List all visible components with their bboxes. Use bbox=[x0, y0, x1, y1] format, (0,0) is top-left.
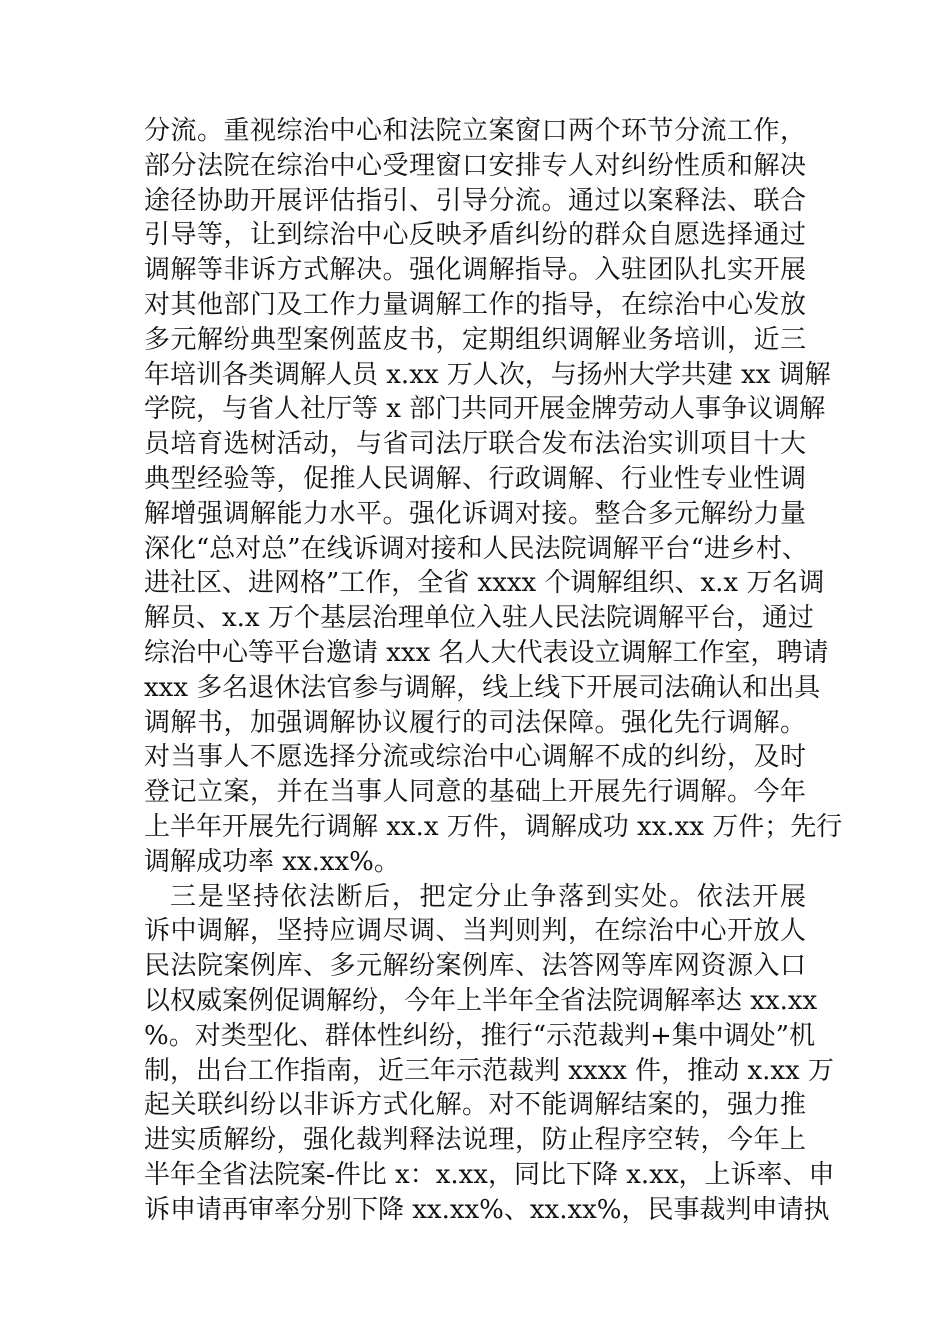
text-line: 上半年开展先行调解 xx.x 万件，调解成功 xx.xx 万件；先行 bbox=[144, 811, 843, 842]
document-body bbox=[144, 114, 843, 1228]
text-line: 登记立案，并在当事人同意的基础上开展先行调解。今年 bbox=[144, 777, 806, 808]
text-line: 典型经验等，促推人民调解、行政调解、行业性专业性调 bbox=[144, 463, 806, 494]
text-line: 以权威案例促调解纷，今年上半年全省法院调解率达 xx.xx bbox=[144, 985, 818, 1016]
text-line: 分流。重视综治中心和法院立案窗口两个环节分流工作， bbox=[144, 116, 806, 146]
text-line: %。对类型化、群体性纠纷，推行“示范裁判+集中调处”机 bbox=[144, 1020, 816, 1051]
text-line: 调解等非诉方式解决。强化调解指导。入驻团队扎实开展 bbox=[144, 255, 806, 286]
text-line: 调解书，加强调解协议履行的司法保障。强化先行调解。 bbox=[144, 707, 806, 738]
text-line: 解增强调解能力水平。强化诉调对接。整合多元解纷力量 bbox=[144, 498, 806, 529]
text-line: 年培训各类调解人员 x.xx 万人次，与扬州大学共建 xx 调解 bbox=[144, 359, 831, 390]
paragraph-first-line: 三是坚持依法断后，把定分止争落到实处。依法开展 bbox=[170, 881, 806, 912]
text-line: 深化“总对总”在线诉调对接和人民法院调解平台“进乡村、 bbox=[144, 533, 808, 564]
text-line: 对当事人不愿选择分流或综治中心调解不成的纠纷，及时 bbox=[144, 742, 806, 773]
text-line: 学院，与省人社厅等 x 部门共同开展金牌劳动人事争议调解 bbox=[144, 394, 826, 425]
text-line: 起关联纠纷以非诉方式化解。对不能调解结案的，强力推 bbox=[144, 1090, 806, 1121]
text-line: 进实质解纷，强化裁判释法说理，防止程序空转，今年上 bbox=[144, 1125, 806, 1156]
text-line: 诉申请再审率分别下降 xx.xx%、xx.xx%，民事裁判申请执 bbox=[144, 1194, 830, 1225]
text-line: 对其他部门及工作力量调解工作的指导，在综治中心发放 bbox=[144, 289, 806, 320]
text-line: 调解成功率 xx.xx%。 bbox=[144, 846, 400, 877]
text-line: 引导等，让到综治中心反映矛盾纠纷的群众自愿选择通过 bbox=[144, 220, 806, 251]
text-line: 民法院案例库、多元解纷案例库、法答网等库网资源入口 bbox=[144, 951, 806, 982]
text-line: 多元解纷典型案例蓝皮书，定期组织调解业务培训，近三 bbox=[144, 324, 806, 355]
text-line: 解员、x.x 万个基层治理单位入驻人民法院调解平台，通过 bbox=[144, 603, 814, 634]
text-line: 途径协助开展评估指引、引导分流。通过以案释法、联合 bbox=[144, 185, 806, 216]
text-line: xxx 多名退休法官参与调解，线上线下开展司法确认和出具 bbox=[144, 672, 821, 703]
text-line: 诉中调解，坚持应调尽调、当判则判，在综治中心开放人 bbox=[144, 916, 806, 947]
text-line: 半年全省法院案-件比 x：x.xx，同比下降 x.xx，上诉率、申 bbox=[144, 1159, 835, 1190]
text-line: 员培育选树活动，与省司法厅联合发布法治实训项目十大 bbox=[144, 429, 806, 460]
text-line: 部分法院在综治中心受理窗口安排专人对纠纷性质和解决 bbox=[144, 150, 806, 181]
text-line: 制，出台工作指南，近三年示范裁判 xxxx 件，推动 x.xx 万 bbox=[144, 1055, 834, 1086]
text-line: 综治中心等平台邀请 xxx 名人大代表设立调解工作室，聘请 bbox=[144, 637, 829, 668]
text-line: 进社区、进网格”工作，全省 xxxx 个调解组织、x.x 万名调 bbox=[144, 568, 825, 599]
